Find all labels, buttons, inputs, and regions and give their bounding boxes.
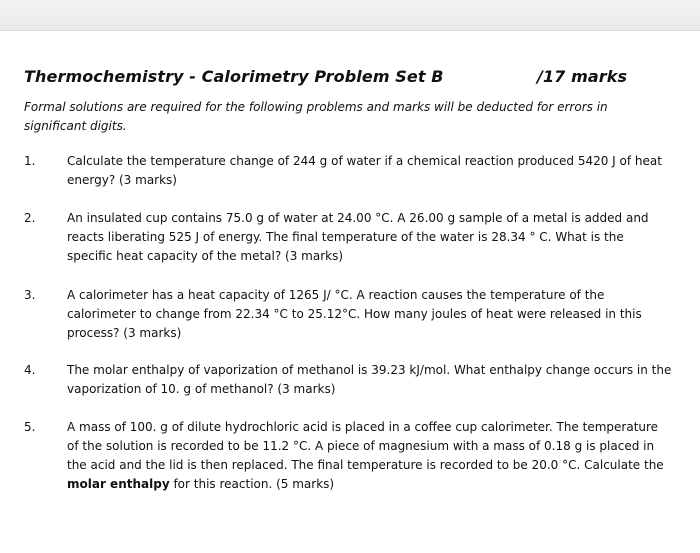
total-marks: /17 marks — [537, 67, 628, 86]
question-number: 2. — [24, 211, 36, 225]
question-text: The molar enthalpy of vaporization of methanol is 39.23 kJ/mol. What enthalpy change occurs in the vaporization of 10. g of methanol? (3 marks) — [67, 363, 672, 396]
question-text: Calculate the temperature change of 244 g of water if a chemical reaction produced 5420 J of heat energy? (3 marks) — [67, 154, 662, 187]
question-number: 1. — [24, 154, 36, 168]
document-page — [0, 31, 700, 553]
question-text: A calorimeter has a heat capacity of 1265 J/ °C. A reaction causes the temperature of the calorimeter to change from 22.34 °C to 25.12°C. How many joules of heat were released in this process? (3 marks) — [67, 288, 642, 340]
question-text-part: for this reaction. (5 marks) — [169, 477, 335, 491]
instructions: Formal solutions are required for the following problems and marks will be deducted for errors in significant digits. — [24, 100, 608, 133]
question-text-emphasis: molar enthalpy — [67, 477, 170, 491]
top-toolbar-strip — [0, 0, 700, 31]
question-number: 5. — [24, 420, 36, 434]
question-number: 4. — [24, 363, 36, 377]
question-text — [67, 418, 672, 494]
question-number: 3. — [24, 288, 36, 302]
question-text: An insulated cup contains 75.0 g of water at 24.00 °C. A 26.00 g sample of a metal is added and reacts liberating 525 J of energy. The final temperature of the water is 28.34 ° C. What is the specific heat capacity of the metal? (3 marks) — [67, 211, 649, 263]
question-text-part: A mass of 100. g of dilute hydrochloric acid is placed in a coffee cup calorimeter. The temperature of the solution is recorded to be 11.2 °C. A piece of magnesium with a mass of 0.18 g is placed in the acid and the lid is then replaced. The final temperature is recorded to be 20.0 °C. Calculate the — [67, 420, 664, 472]
page-title: Thermochemistry - Calorimetry Problem Set B — [24, 67, 444, 86]
title-row — [24, 67, 644, 86]
